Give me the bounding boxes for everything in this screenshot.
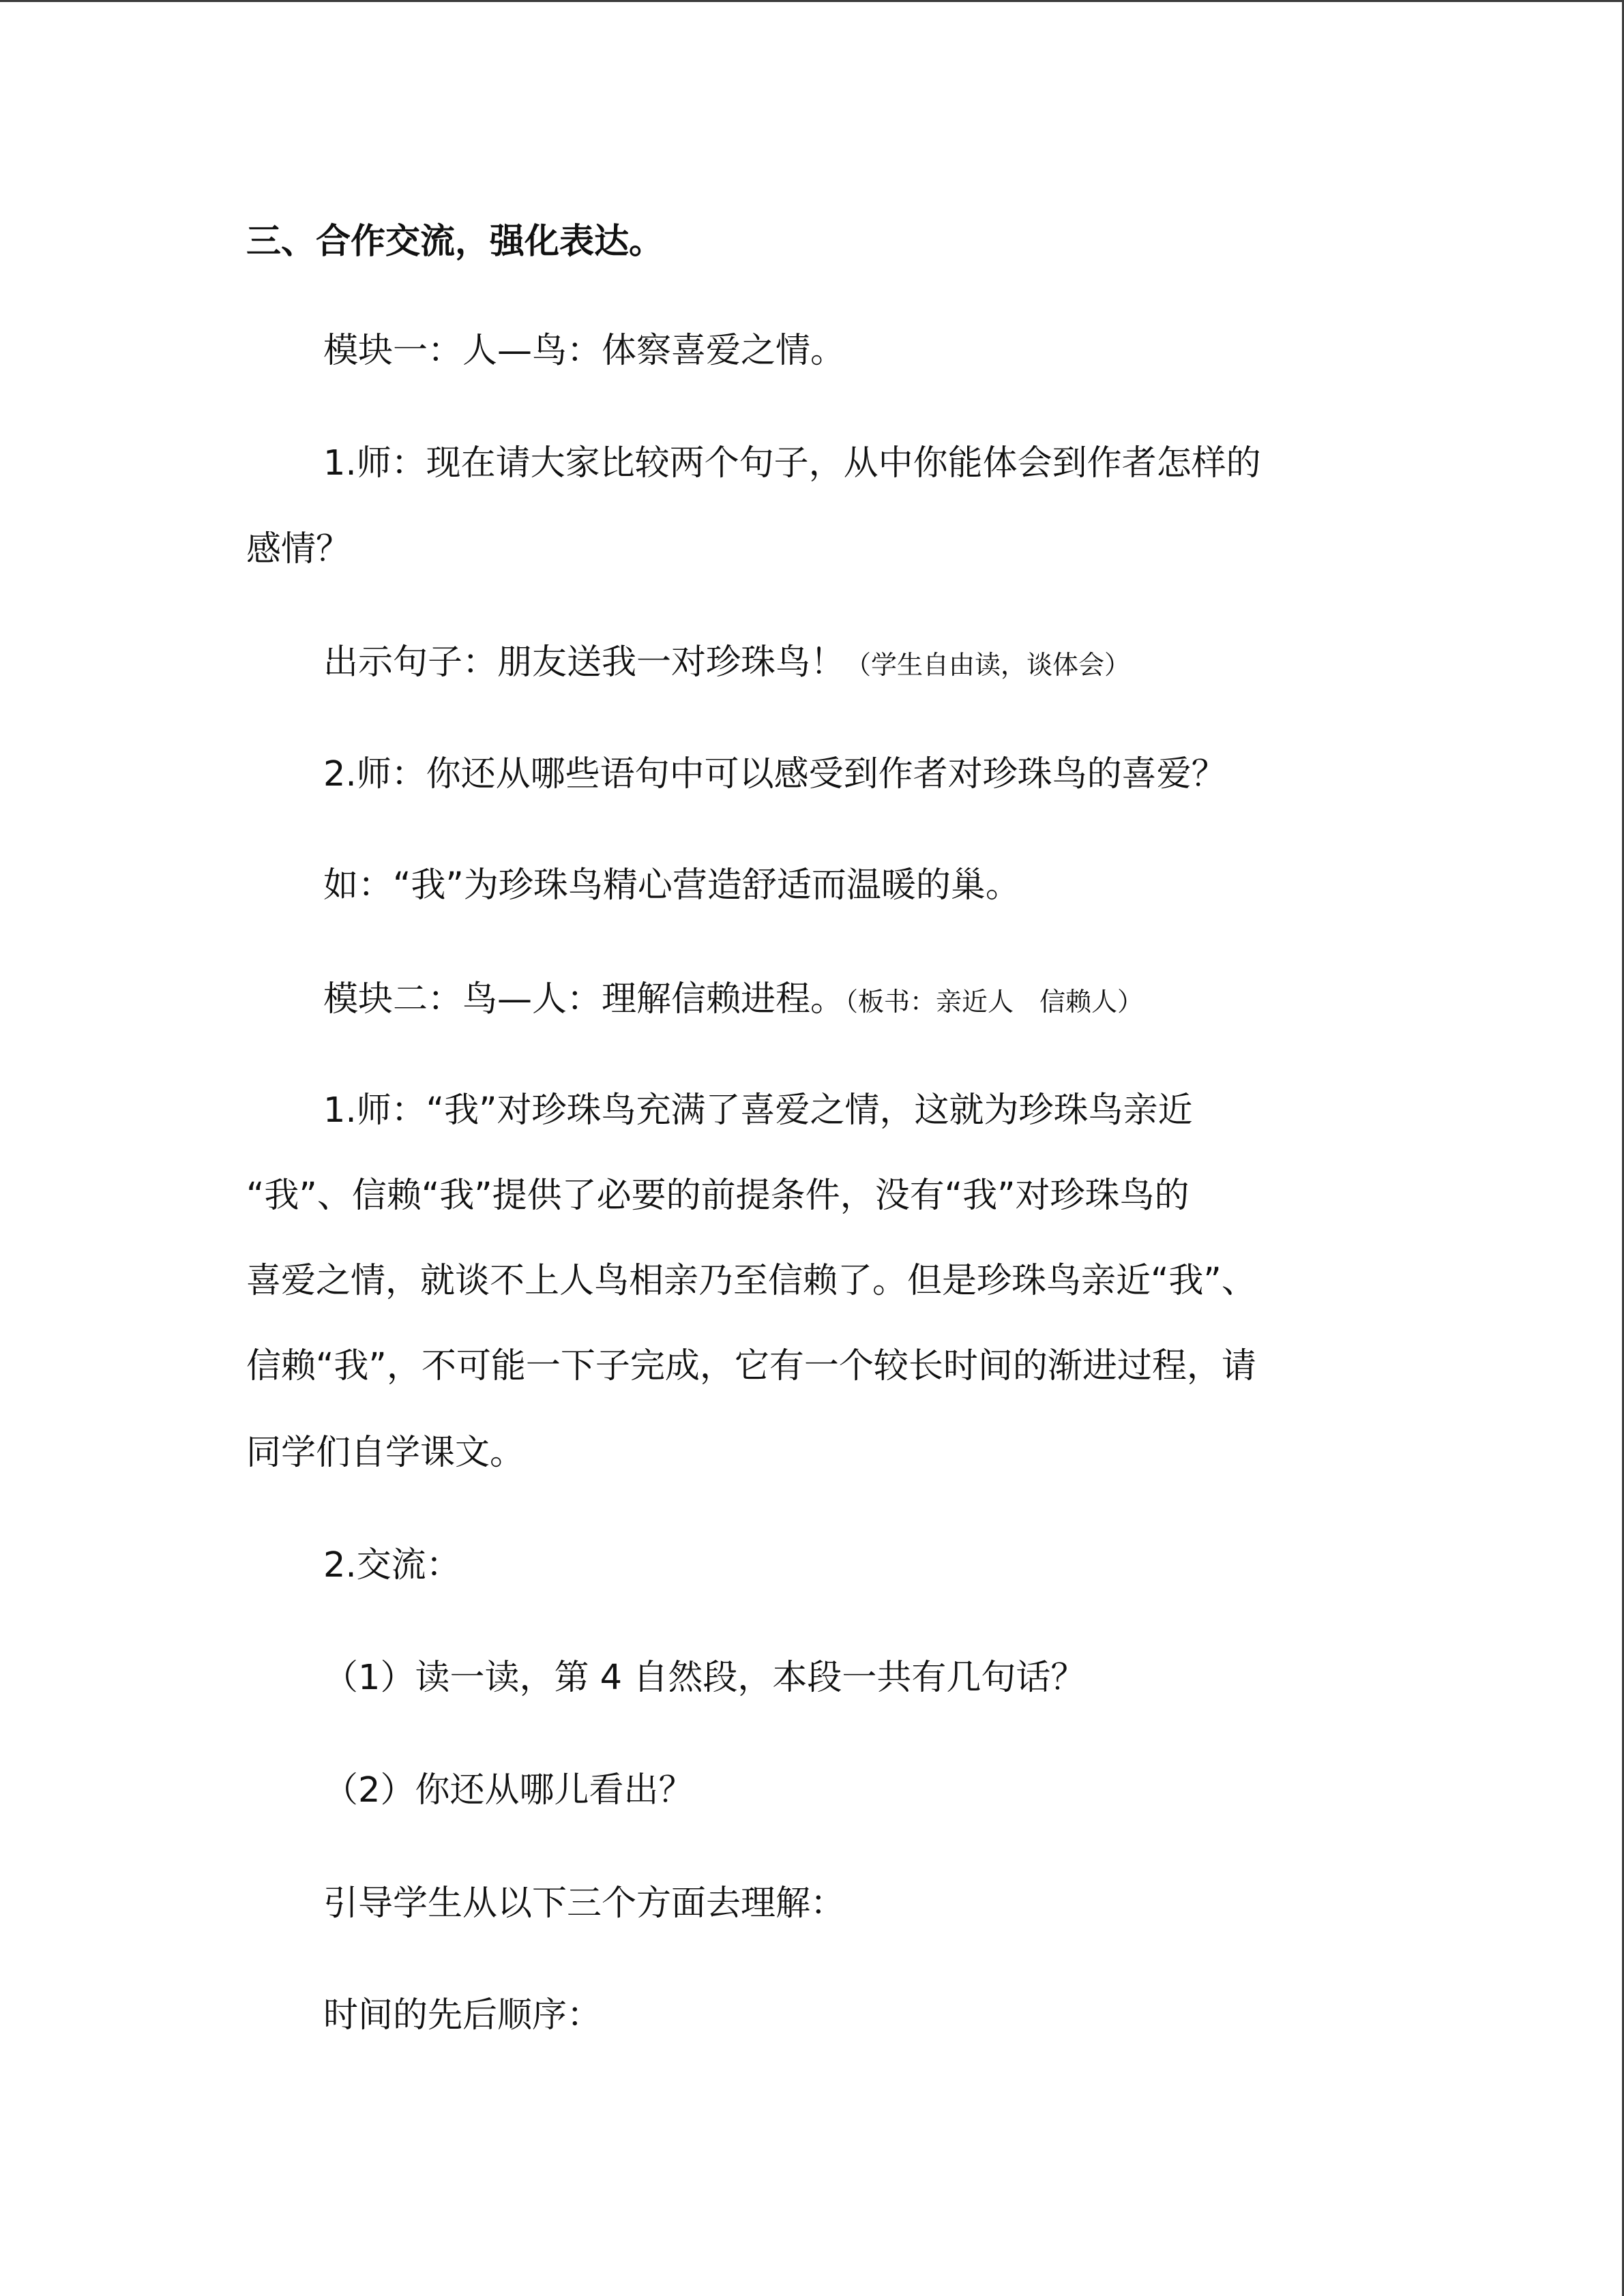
module2-paragraph1-line3: 喜爱之情，就谈不上人鸟相亲乃至信赖了。但是珍珠鸟亲近“我”、 [246,1261,1256,1301]
module2-title: 模块二：鸟—人：理解信赖进程。 [323,979,846,1019]
module1-question2: 2.师：你还从哪些语句中可以感受到作者对珍珠鸟的喜爱？ [323,754,1226,794]
module1-show-sentence: 出示句子：朋友送我一对珍珠鸟！ [323,642,846,683]
module2-exchange-item2: （2）你还从哪儿看出？ [323,1770,694,1810]
module2-paragraph1-line1: 1.师：“我”对珍珠鸟充满了喜爱之情，这就为珍珠鸟亲近 [323,1090,1193,1131]
module1-show-note: （学生自由读，谈体会） [845,650,1131,680]
module2-exchange: 2.交流： [323,1545,461,1585]
module1-question1-line2: 感情？ [246,529,351,569]
module2-board-note: （板书：亲近人 信赖人） [845,987,1144,1017]
module1-question1-line1: 1.师：现在请大家比较两个句子，从中你能体会到作者怎样的 [323,443,1261,483]
guide-line: 引导学生从以下三个方面去理解： [323,1883,846,1924]
section-title: 三、合作交流，强化表达。 [246,222,664,262]
module1-show-sentence-line [323,642,1131,683]
module2-title-line [323,979,1144,1019]
module1-title: 模块一：人—鸟：体察喜爱之情。 [323,331,846,371]
module1-example: 如：“我”为珍珠鸟精心营造舒适而温暖的巢。 [323,865,1020,906]
module2-exchange-item1: （1）读一读，第 4 自然段，本段一共有几句话？ [323,1658,1086,1698]
module2-paragraph1-line4: 信赖“我”，不可能一下子完成，它有一个较长时间的渐进过程，请 [246,1346,1256,1386]
module2-paragraph1-line2: “我”、信赖“我”提供了必要的前提条件，没有“我”对珍珠鸟的 [246,1176,1190,1216]
module2-paragraph1-line5: 同学们自学课文。 [246,1433,525,1473]
time-order: 时间的先后顺序： [323,1995,602,2036]
